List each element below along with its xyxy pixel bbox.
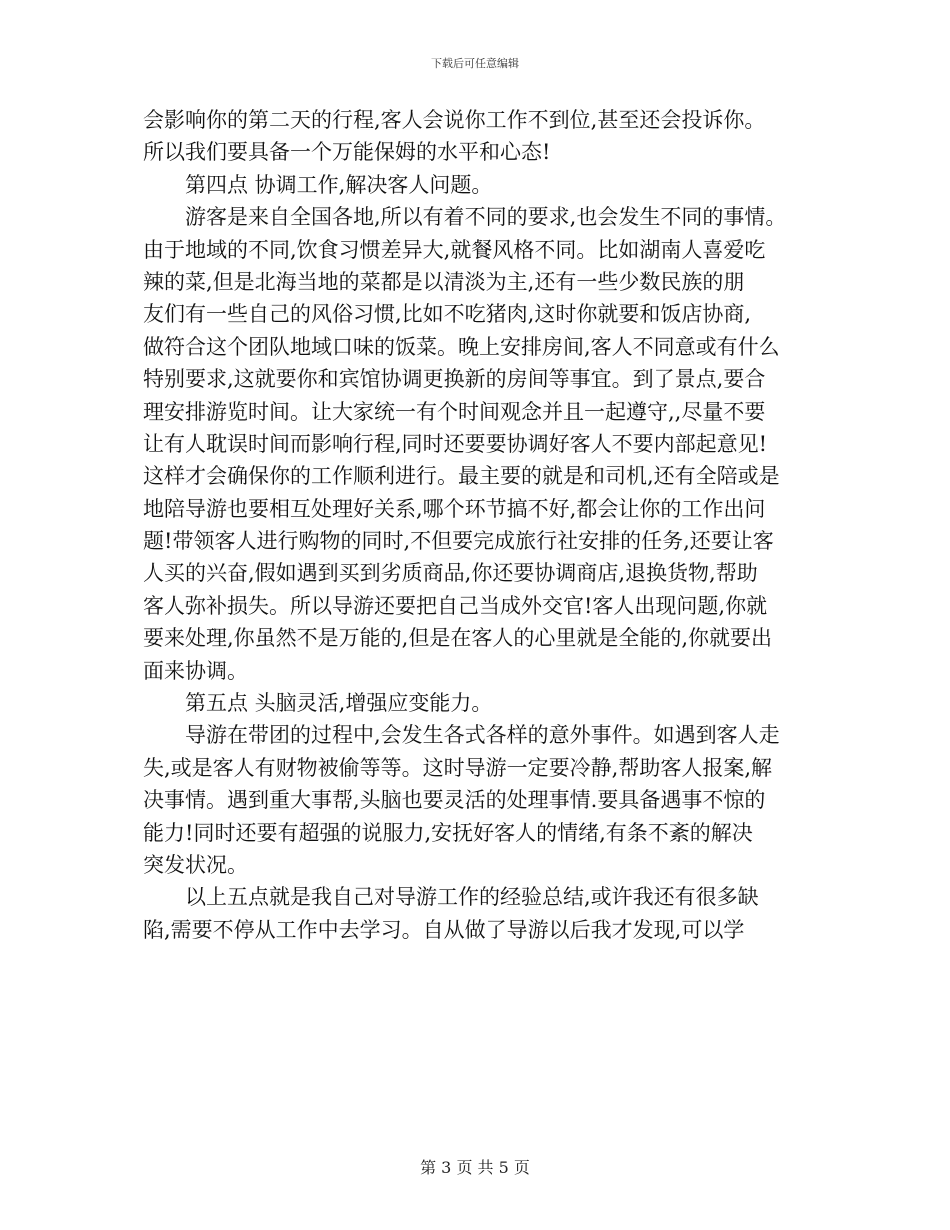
heading-text: 第五点 头脑灵活,增强应变能力。: [185, 691, 493, 716]
text-line: 让有人耽误时间而影响行程,同时还要要协调好客人不要内部起意见!: [143, 431, 768, 456]
paragraph-adaptability: [143, 719, 807, 881]
section-heading-4: [143, 169, 807, 201]
text-line: 理安排游览时间。让大家统一有个时间观念并且一起遵守,,尽量不要: [143, 399, 766, 424]
text-line: 辣的菜,但是北海当地的菜都是以清淡为主,还有一些少数民族的朋: [143, 269, 745, 294]
text-line: 以上五点就是我自己对导游工作的经验总结,或许我还有很多缺: [185, 885, 759, 910]
text-line: 能力!同时还要有超强的说服力,安抚好客人的情绪,有条不紊的解决: [143, 820, 753, 845]
text-line: 会影响你的第二天的行程,客人会说你工作不到位,甚至还会投诉你。: [143, 108, 766, 132]
text-line: 这样才会确保你的工作顺利进行。最主要的就是和司机,还有全陪或是: [143, 464, 780, 489]
text-line: 陷,需要不停从工作中去学习。自从做了导游以后我才发现,可以学: [143, 917, 745, 942]
text-line: 面来协调。: [143, 658, 248, 683]
text-line: 题!带领客人进行购物的同时,不但要完成旅行社安排的任务,还要让客: [143, 529, 774, 554]
text-line: 导游在带团的过程中,会发生各式各样的意外事件。如遇到客人走: [185, 723, 780, 748]
text-line: 特别要求,这就要你和宾馆协调更换新的房间等事宜。到了景点,要合: [143, 367, 766, 392]
text-line: 友们有一些自己的风俗习惯,比如不吃猪肉,这时你就要和饭店协商,: [143, 302, 752, 327]
text-line: 失,或是客人有财物被偷等等。这时导游一定要冷静,帮助客人报案,解: [143, 755, 773, 780]
text-line: 要来处理,你虽然不是万能的,但是在客人的心里就是全能的,你就要出: [143, 626, 773, 651]
text-line: 突发状况。: [143, 852, 248, 877]
paragraph-continued: [143, 104, 807, 169]
text-line: 由于地域的不同,饮食习惯差异大,就餐风格不同。比如湖南人喜爱吃: [143, 237, 766, 262]
text-line: 地陪导游也要相互处理好关系,哪个环节搞不好,都会让你的工作出问: [143, 496, 766, 521]
section-heading-5: [143, 687, 807, 719]
text-line: 做符合这个团队地域口味的饭菜。晚上安排房间,客人不同意或有什么: [143, 334, 780, 359]
text-line: 人买的兴奋,假如遇到买到劣质商品,你还要协调商店,退换货物,帮助: [143, 561, 758, 586]
text-line: 游客是来自全国各地,所以有着不同的要求,也会发生不同的事情。: [185, 205, 787, 230]
page-footer: 第 3 页 共 5 页: [420, 1158, 530, 1177]
paragraph-summary: [143, 881, 807, 946]
document-body: [143, 104, 807, 946]
paragraph-coordination: [143, 201, 807, 687]
heading-text: 第四点 协调工作,解决客人问题。: [185, 172, 493, 197]
text-line: 所以我们要具备一个万能保姆的水平和心态!: [143, 140, 551, 165]
text-line: 客人弥补损失。所以导游还要把自己当成外交官!客人出现问题,你就: [143, 593, 768, 618]
page-header: 下载后可任意编辑: [431, 57, 519, 70]
text-line: 决事情。遇到重大事帮,头脑也要灵活的处理事情.要具备遇事不惊的: [143, 788, 766, 813]
